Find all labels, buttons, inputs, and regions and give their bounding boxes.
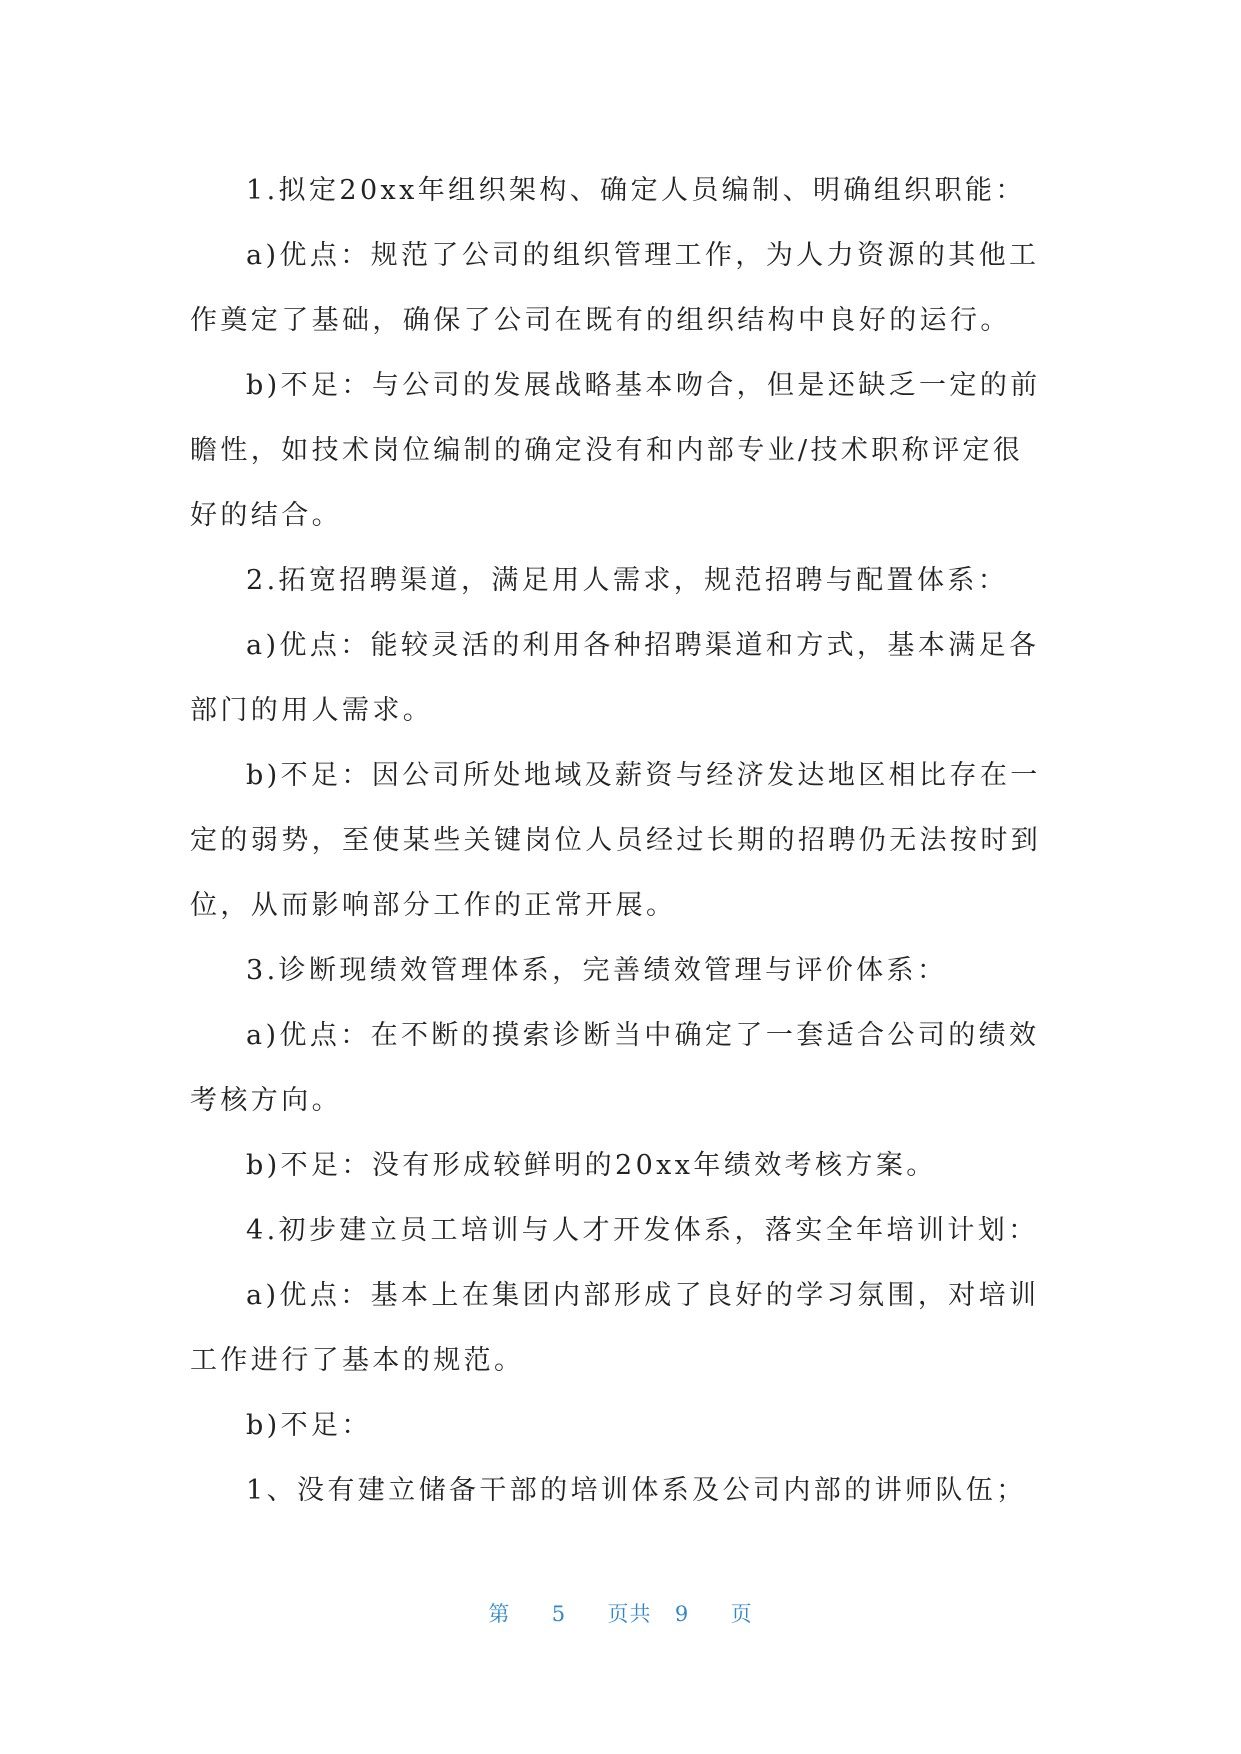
section-4-heading: 4.初步建立员工培训与人才开发体系，落实全年培训计划： (246, 1215, 1039, 1246)
section-4-shortcoming: b)不足： (246, 1410, 372, 1441)
section-3-shortcoming: b)不足：没有形成较鲜明的20xx年绩效考核方案。 (246, 1150, 937, 1181)
section-1-heading: 1.拟定20xx年组织架构、确定人员编制、明确组织职能： (246, 175, 1026, 206)
document-body (190, 158, 1050, 1523)
section-3-heading: 3.诊断现绩效管理体系，完善绩效管理与评价体系： (246, 955, 948, 986)
section-1-advantage: a)优点：规范了公司的组织管理工作，为人力资源的其他工作奠定了基础，确保了公司在既有的组织结构中良好的运行。 (190, 240, 1040, 336)
section-4-advantage: a)优点：基本上在集团内部形成了良好的学习氛围，对培训工作进行了基本的规范。 (190, 1280, 1040, 1376)
section-2-advantage: a)优点：能较灵活的利用各种招聘渠道和方式，基本满足各部门的用人需求。 (190, 630, 1040, 726)
section-1-shortcoming: b)不足：与公司的发展战略基本吻合，但是还缺乏一定的前瞻性，如技术岗位编制的确定没有和内部专业/技术职称评定很好的结合。 (190, 370, 1041, 531)
section-2-shortcoming: b)不足：因公司所处地域及薪资与经济发达地区相比存在一定的弱势，至使某些关键岗位人员经过长期的招聘仍无法按时到位，从而影响部分工作的正常开展。 (190, 760, 1042, 921)
footer-current-page: 5 (551, 1602, 567, 1626)
section-4-shortcoming-item-1: 1、没有建立储备干部的培训体系及公司内部的讲师队伍； (246, 1475, 1027, 1506)
section-3-advantage: a)优点：在不断的摸索诊断当中确定了一套适合公司的绩效考核方向。 (190, 1020, 1040, 1116)
footer-total-pages: 9 (674, 1602, 690, 1626)
page-number-footer (0, 1598, 1241, 1628)
footer-prefix: 第 (488, 1602, 511, 1626)
section-2-heading: 2.拓宽招聘渠道，满足用人需求，规范招聘与配置体系： (246, 565, 1009, 596)
footer-suffix: 页 (730, 1602, 753, 1626)
footer-middle: 页共 (607, 1602, 652, 1626)
